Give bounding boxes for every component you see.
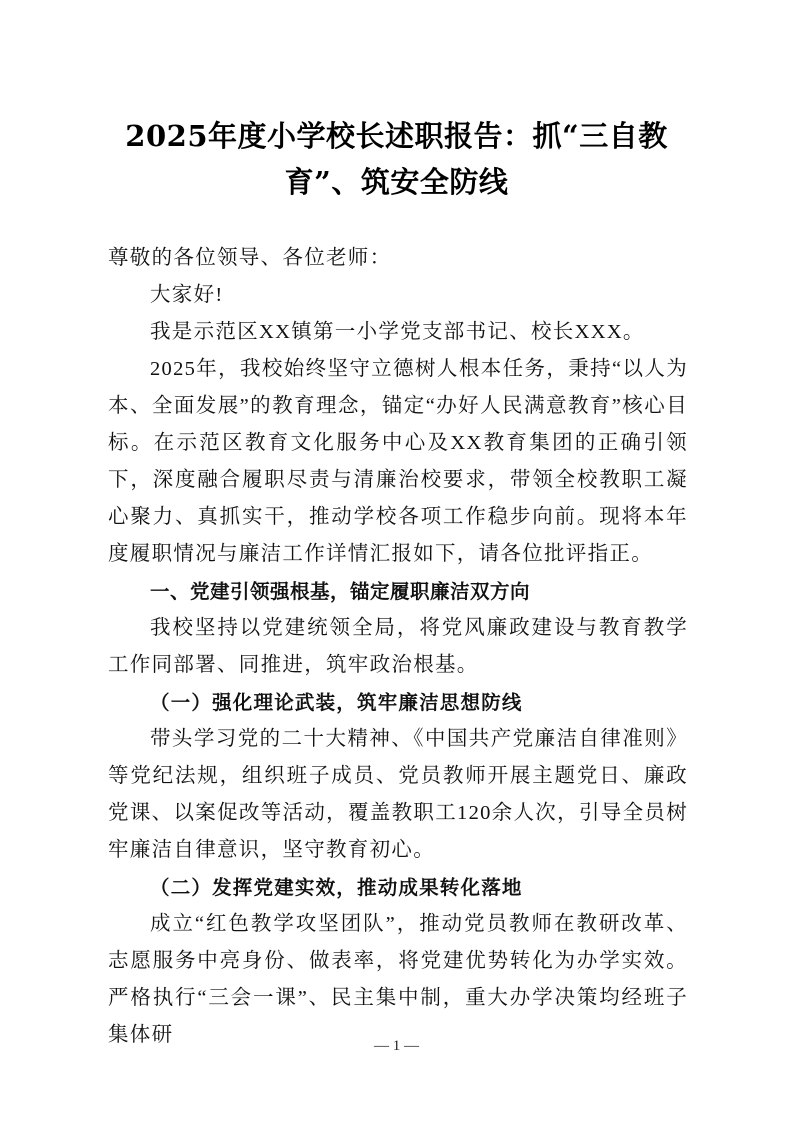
- subsection-1-2-paragraph: 成立“红色教学攻坚团队”，推动党员教师在教研改革、志愿服务中亮身份、做表率，将党建优势转化为办学实效。严格执行“三会一课”、民主集中制，重大办学决策均经班子集体研: [108, 913, 688, 1046]
- subsection-heading-1-1: （一）强化理论武装，筑牢廉洁思想防线: [150, 691, 523, 714]
- page-number: — 1 —: [374, 1038, 419, 1054]
- section-1-paragraph: 我校坚持以党建统领全局，将党风廉政建设与教育教学工作同部署、同推进，筑牢政治根基。: [108, 617, 688, 676]
- subsection-1-1-paragraph: 带头学习党的二十大精神、《中国共产党廉洁自律准则》等党纪法规，组织班子成员、党员教师开展主题党日、廉政党课、以案促改等活动，覆盖教职工120余人次，引导全员树牢廉洁自律意识，坚守教育初心。: [108, 728, 688, 861]
- document-body: [108, 240, 688, 1054]
- section-heading-1: 一、党建引领强根基，锚定履职廉洁双方向: [150, 580, 531, 603]
- greeting: 大家好!: [150, 284, 224, 306]
- document-title: 2025年度小学校长述职报告：抓“三自教育”、筑安全防线: [125, 119, 668, 199]
- intro-paragraph: 2025年，我校始终坚守立德树人根本任务，秉持“以人为本、全面发展”的教育理念，锚定“办好人民满意教育”核心目标。在示范区教育文化服务中心及XX教育集团的正确引领下，深度融合履职尽责与清廉治校要求，带领全校教职工凝心聚力、真抓实干，推动学校各项工作稳步向前。现将本年度履职情况与廉洁工作详情汇报如下，请各位批评指正。: [108, 358, 688, 565]
- self-introduction: 我是示范区XX镇第一小学党支部书记、校长XXX。: [150, 321, 645, 343]
- subsection-heading-1-2: （二）发挥党建实效，推动成果转化落地: [150, 876, 523, 899]
- salutation: 尊敬的各位领导、各位老师：: [108, 247, 392, 269]
